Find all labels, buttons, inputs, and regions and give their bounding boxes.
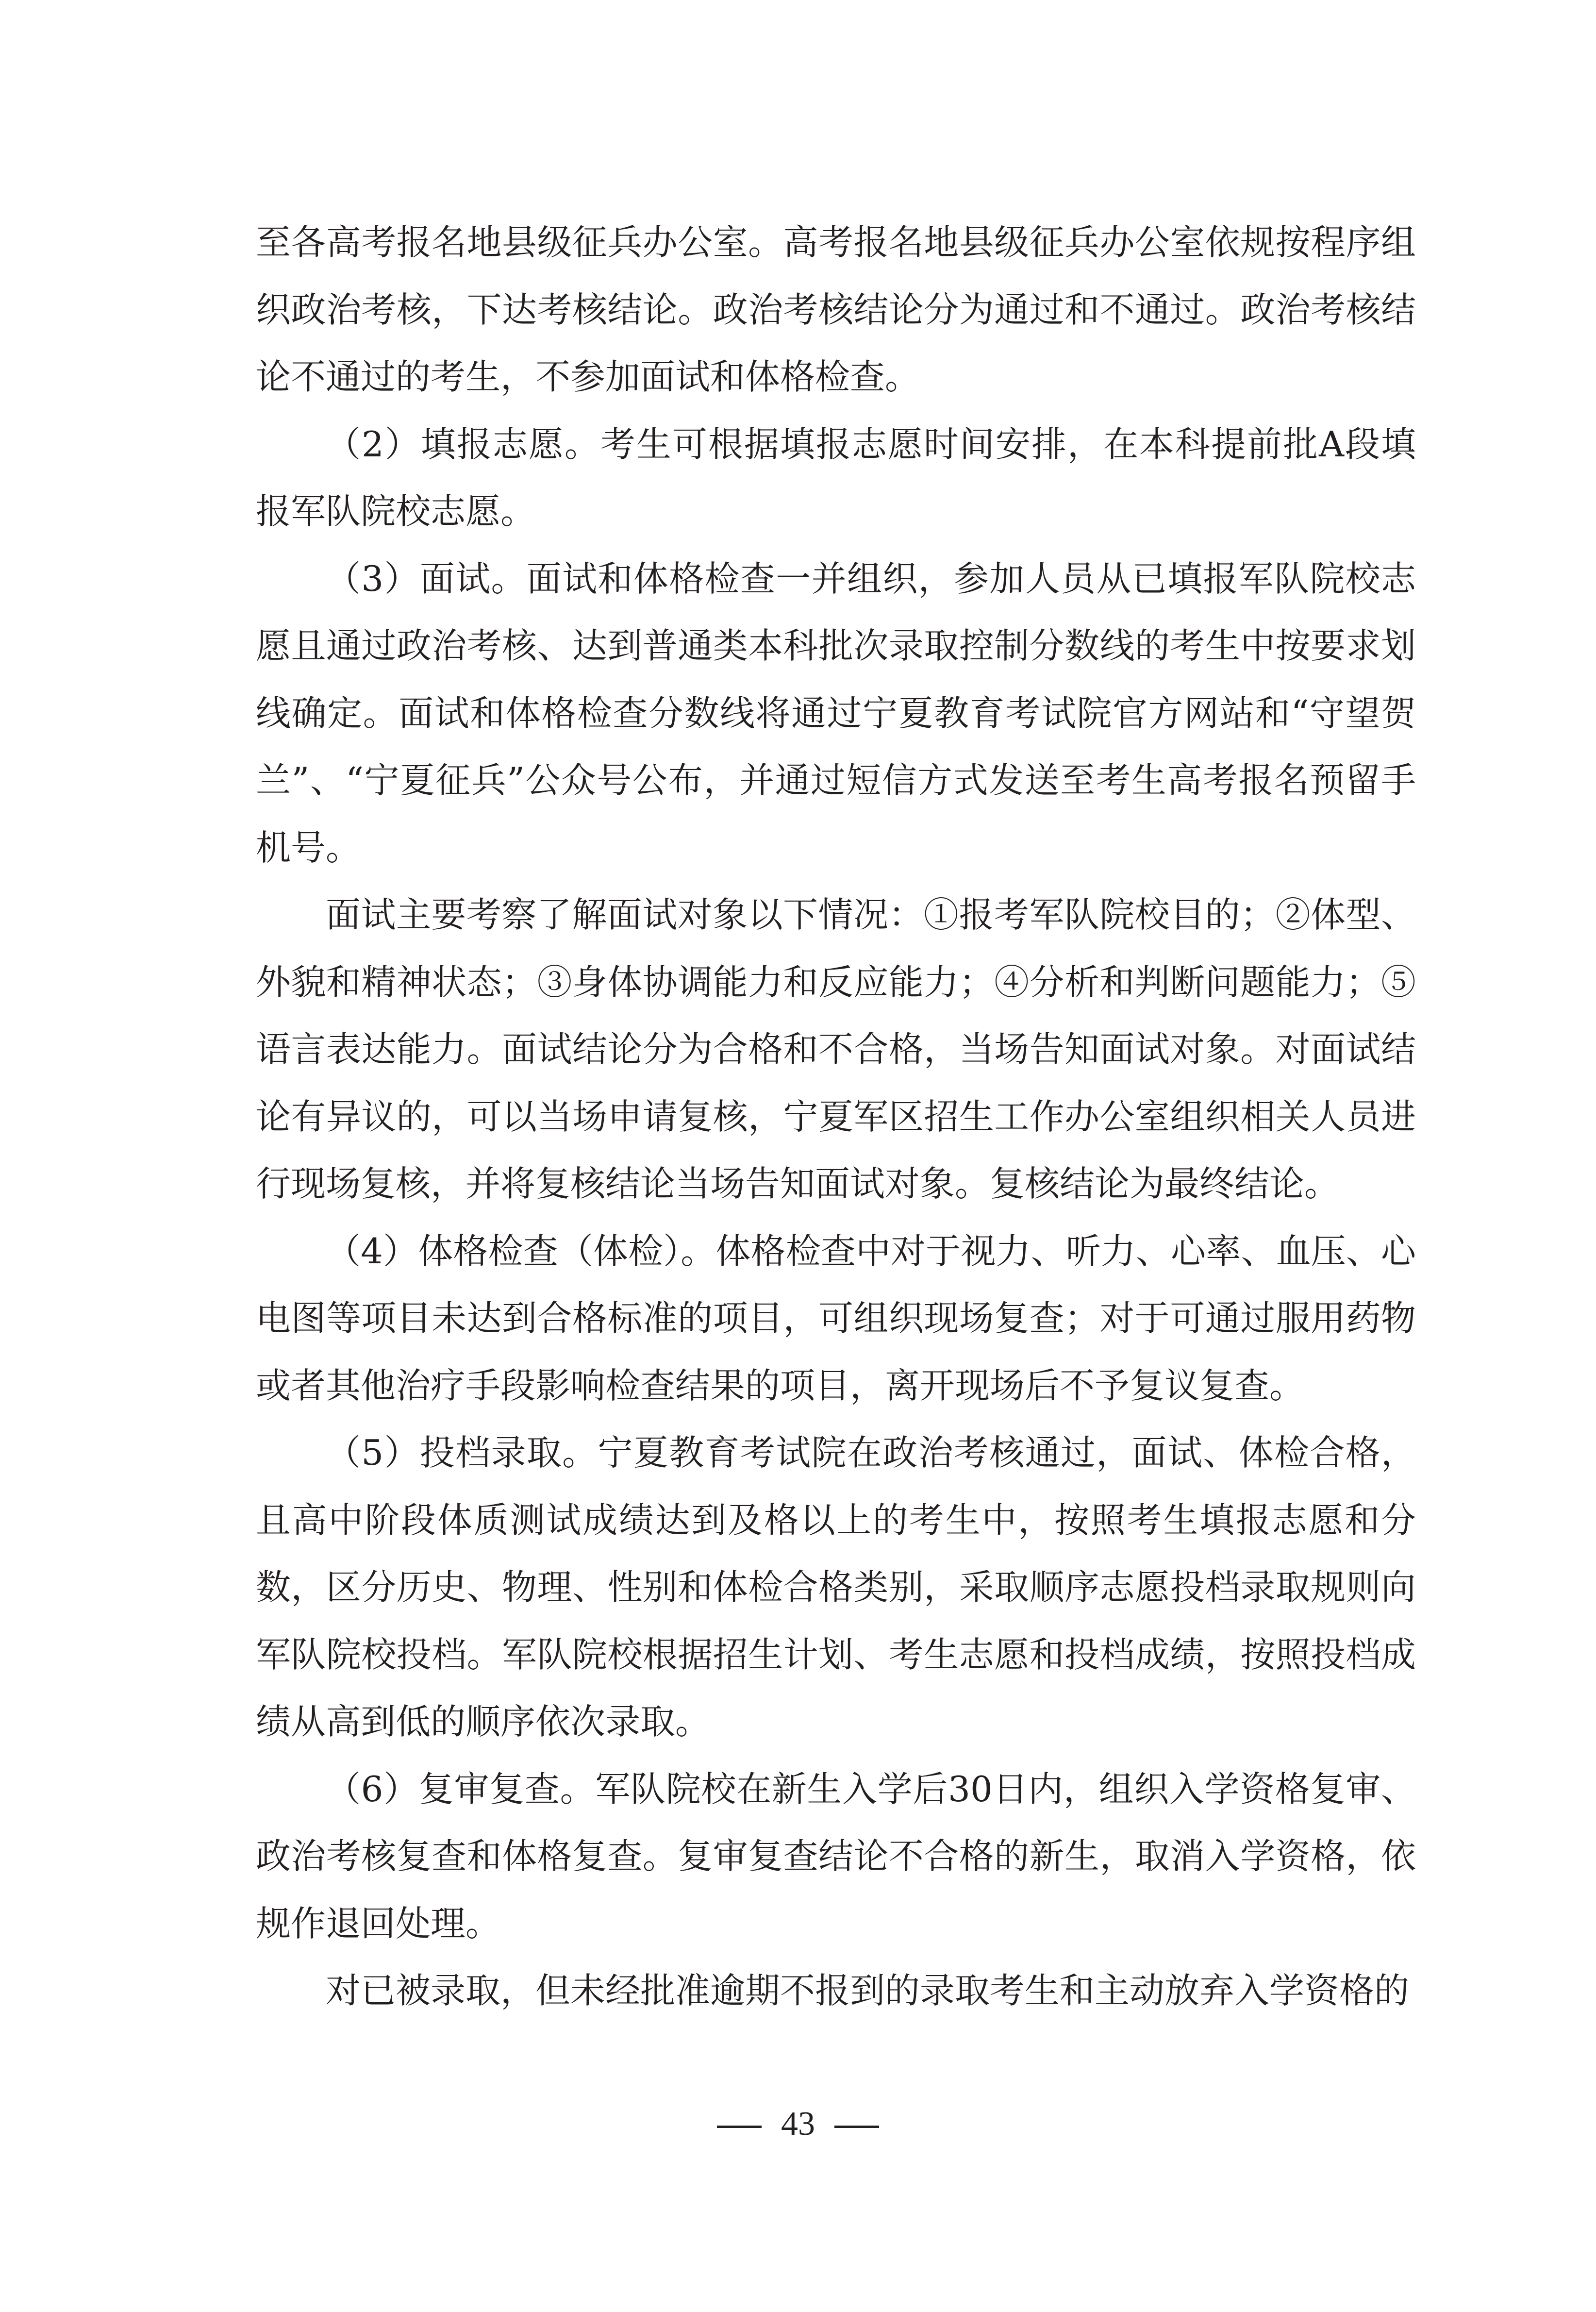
paragraph-3: （3）面试。面试和体格检查一并组织，参加人员从已填报军队院校志愿且通过政治考核、达到普通类本科批次录取控制分数线的考生中按要求划线确定。面试和体格检查分数线将通过宁夏教育考试院官方网站和“守望贺兰”、“宁夏征兵”公众号公布，并通过短信方式发送至考生高考报名预留手机号。 [256,558,1416,868]
paragraph-6: （5）投档录取。宁夏教育考试院在政治考核通过，面试、体检合格，且高中阶段体质测试成绩达到及格以上的考生中，按照考生填报志愿和分数，区分历史、物理、性别和体检合格类别，采取顺序志愿投档录取规则向军队院校投档。军队院校根据招生计划、考生志愿和投档成绩，按照投档成绩从高到低的顺序依次录取。 [256,1432,1416,1742]
page-number-value: 43 [781,2105,815,2143]
paragraph-7: （6）复审复查。军队院校在新生入学后30日内，组织入学资格复审、政治考核复查和体格复查。复审复查结论不合格的新生，取消入学资格，依规作退回处理。 [256,1768,1416,1944]
paragraph-2: （2）填报志愿。考生可根据填报志愿时间安排，在本科提前批A段填报军队院校志愿。 [256,423,1416,532]
paragraph-4: 面试主要考察了解面试对象以下情况：①报考军队院校目的；②体型、外貌和精神状态；③身体协调能力和反应能力；④分析和判断问题能力；⑤语言表达能力。面试结论分为合格和不合格，当场告知面试对象。对面试结论有异议的，可以当场申请复核，宁夏军区招生工作办公室组织相关人员进行现场复核，并将复核结论当场告知面试对象。复核结论为最终结论。 [256,894,1416,1204]
paragraph-8: 对已被录取，但未经批准逾期不报到的录取考生和主动放弃入学资格的 [326,1970,1410,2011]
paragraph-1: 至各高考报名地县级征兵办公室。高考报名地县级征兵办公室依规按程序组织政治考核，下达考核结论。政治考核结论分为通过和不通过。政治考核结论不通过的考生，不参加面试和体格检查。 [256,222,1416,397]
page-number-dash-right [834,2126,879,2128]
body-text [256,209,1416,2025]
page-number [0,2102,1596,2146]
page-number-dash-left [717,2126,762,2128]
paragraph-5: （4）体格检查（体检）。体格检查中对于视力、听力、心率、血压、心电图等项目未达到合格标准的项目，可组织现场复查；对于可通过服用药物或者其他治疗手段影响检查结果的项目，离开现场后不予复议复查。 [256,1230,1416,1406]
